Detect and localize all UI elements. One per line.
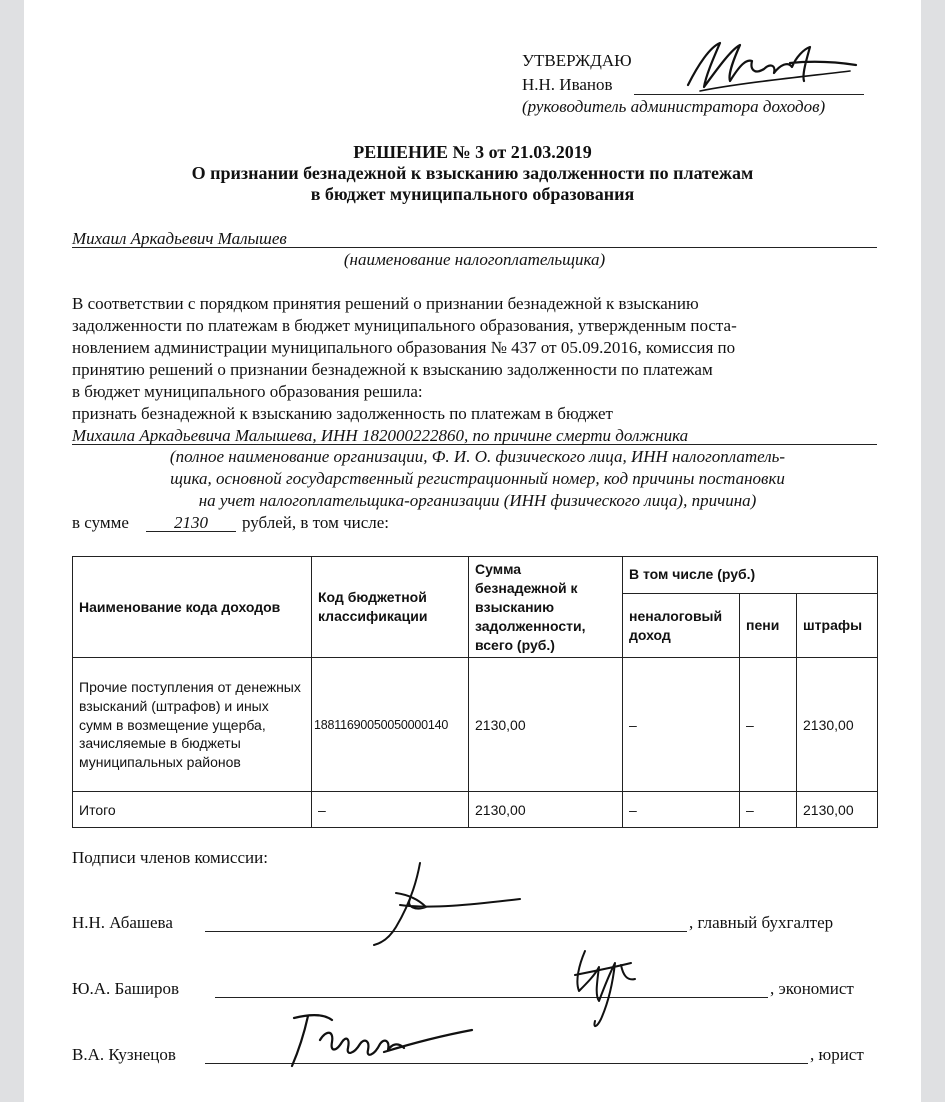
member-3-name: В.А. Кузнецов — [72, 1045, 176, 1064]
sum-prefix: в сумме — [72, 513, 129, 532]
approver-role: (руководитель администратора доходов) — [522, 97, 826, 116]
cell-total-code: – — [312, 792, 469, 828]
decision-title: РЕШЕНИЕ № 3 от 21.03.2019 — [353, 142, 592, 162]
body-line-3: новлением администрации муниципального образования № 437 от 05.09.2016, комиссия по — [72, 338, 736, 357]
header-nontax-income: неналоговый доход — [623, 593, 740, 658]
taxpayer-caption: (наименование налогоплательщика) — [343, 250, 606, 269]
approver-signature — [680, 35, 865, 97]
header-budget-code: Код бюджетной классификации — [312, 557, 469, 658]
table-header-row — [73, 557, 878, 594]
header-total-amount: Сумма безнадежной к взысканию задолженности, всего (руб.) — [469, 557, 623, 658]
cell-penalty-fee: – — [740, 658, 797, 792]
debtor-caption-1: (полное наименование организации, Ф. И. О. физического лица, ИНН налогоплатель- — [169, 447, 786, 466]
member-1-signature — [360, 855, 530, 950]
approver-name: Н.Н. Иванов — [522, 75, 613, 94]
member-3-role: , юрист — [810, 1045, 864, 1064]
cell-total-amount: 2130,00 — [469, 658, 623, 792]
cell-income-name: Прочие поступления от денежных взысканий (штрафов) и иных сумм в возмещение ущерба, зачисляемые в бюджеты муниципальных районов — [73, 658, 312, 792]
header-income-name: Наименование кода доходов — [73, 557, 312, 658]
body-line-2: задолженности по платежам в бюджет муниципального образования, утвержденным поста- — [72, 316, 737, 335]
header-penalty-fee: пени — [740, 593, 797, 658]
approval-heading: УТВЕРЖДАЮ — [522, 51, 632, 70]
member-3-signature — [280, 1000, 480, 1075]
cell-fines: 2130,00 — [797, 658, 878, 792]
signatures-heading: Подписи членов комиссии: — [72, 848, 268, 867]
header-fines: штрафы — [797, 593, 878, 658]
taxpayer-name: Михаил Аркадьевич Малышев — [72, 229, 287, 248]
sum-value: 2130 — [174, 513, 208, 532]
cell-nontax-income: – — [623, 658, 740, 792]
cell-total-nontax: – — [623, 792, 740, 828]
debtor-value: Михаила Аркадьевича Малышева, ИНН 182000222860, по причине смерти должника — [72, 426, 689, 445]
cell-total-penalty: – — [740, 792, 797, 828]
debtor-line — [72, 444, 877, 445]
table-total-row — [73, 792, 878, 828]
debtor-caption-3: на учет налогоплательщика-организации (ИНН физического лица), причина) — [198, 491, 757, 510]
cell-budget-code: 18811690050050000140 — [312, 658, 469, 792]
body-line-1: В соответствии с порядком принятия решений о признании безнадежной к взысканию — [72, 294, 699, 313]
member-2-role: , экономист — [770, 979, 854, 998]
header-including: В том числе (руб.) — [623, 557, 878, 594]
debt-table — [72, 556, 878, 828]
member-2-name: Ю.А. Баширов — [72, 979, 180, 998]
taxpayer-line — [72, 247, 877, 248]
decision-subtitle-line2: в бюджет муниципального образования — [310, 184, 635, 204]
member-2-signature-line — [215, 997, 768, 998]
body-line-6: признать безнадежной к взысканию задолженность по платежам в бюджет — [72, 404, 613, 423]
member-1-role: , главный бухгалтер — [689, 913, 834, 932]
body-line-4: принятию решений о признании безнадежной к взысканию задолженности по платежам — [72, 360, 713, 379]
member-1-name: Н.Н. Абашева — [72, 913, 173, 932]
member-2-signature — [565, 935, 645, 1035]
cell-total-fines: 2130,00 — [797, 792, 878, 828]
table-row — [73, 658, 878, 792]
cell-total-sum: 2130,00 — [469, 792, 623, 828]
debtor-caption-2: щика, основной государственный регистрационный номер, код причины постановки — [170, 469, 785, 488]
sum-suffix: рублей, в том числе: — [242, 513, 390, 532]
cell-total-label: Итого — [73, 792, 312, 828]
body-line-5: в бюджет муниципального образования решила: — [72, 382, 423, 401]
decision-subtitle-line1: О признании безнадежной к взысканию задолженности по платежам — [191, 163, 754, 183]
